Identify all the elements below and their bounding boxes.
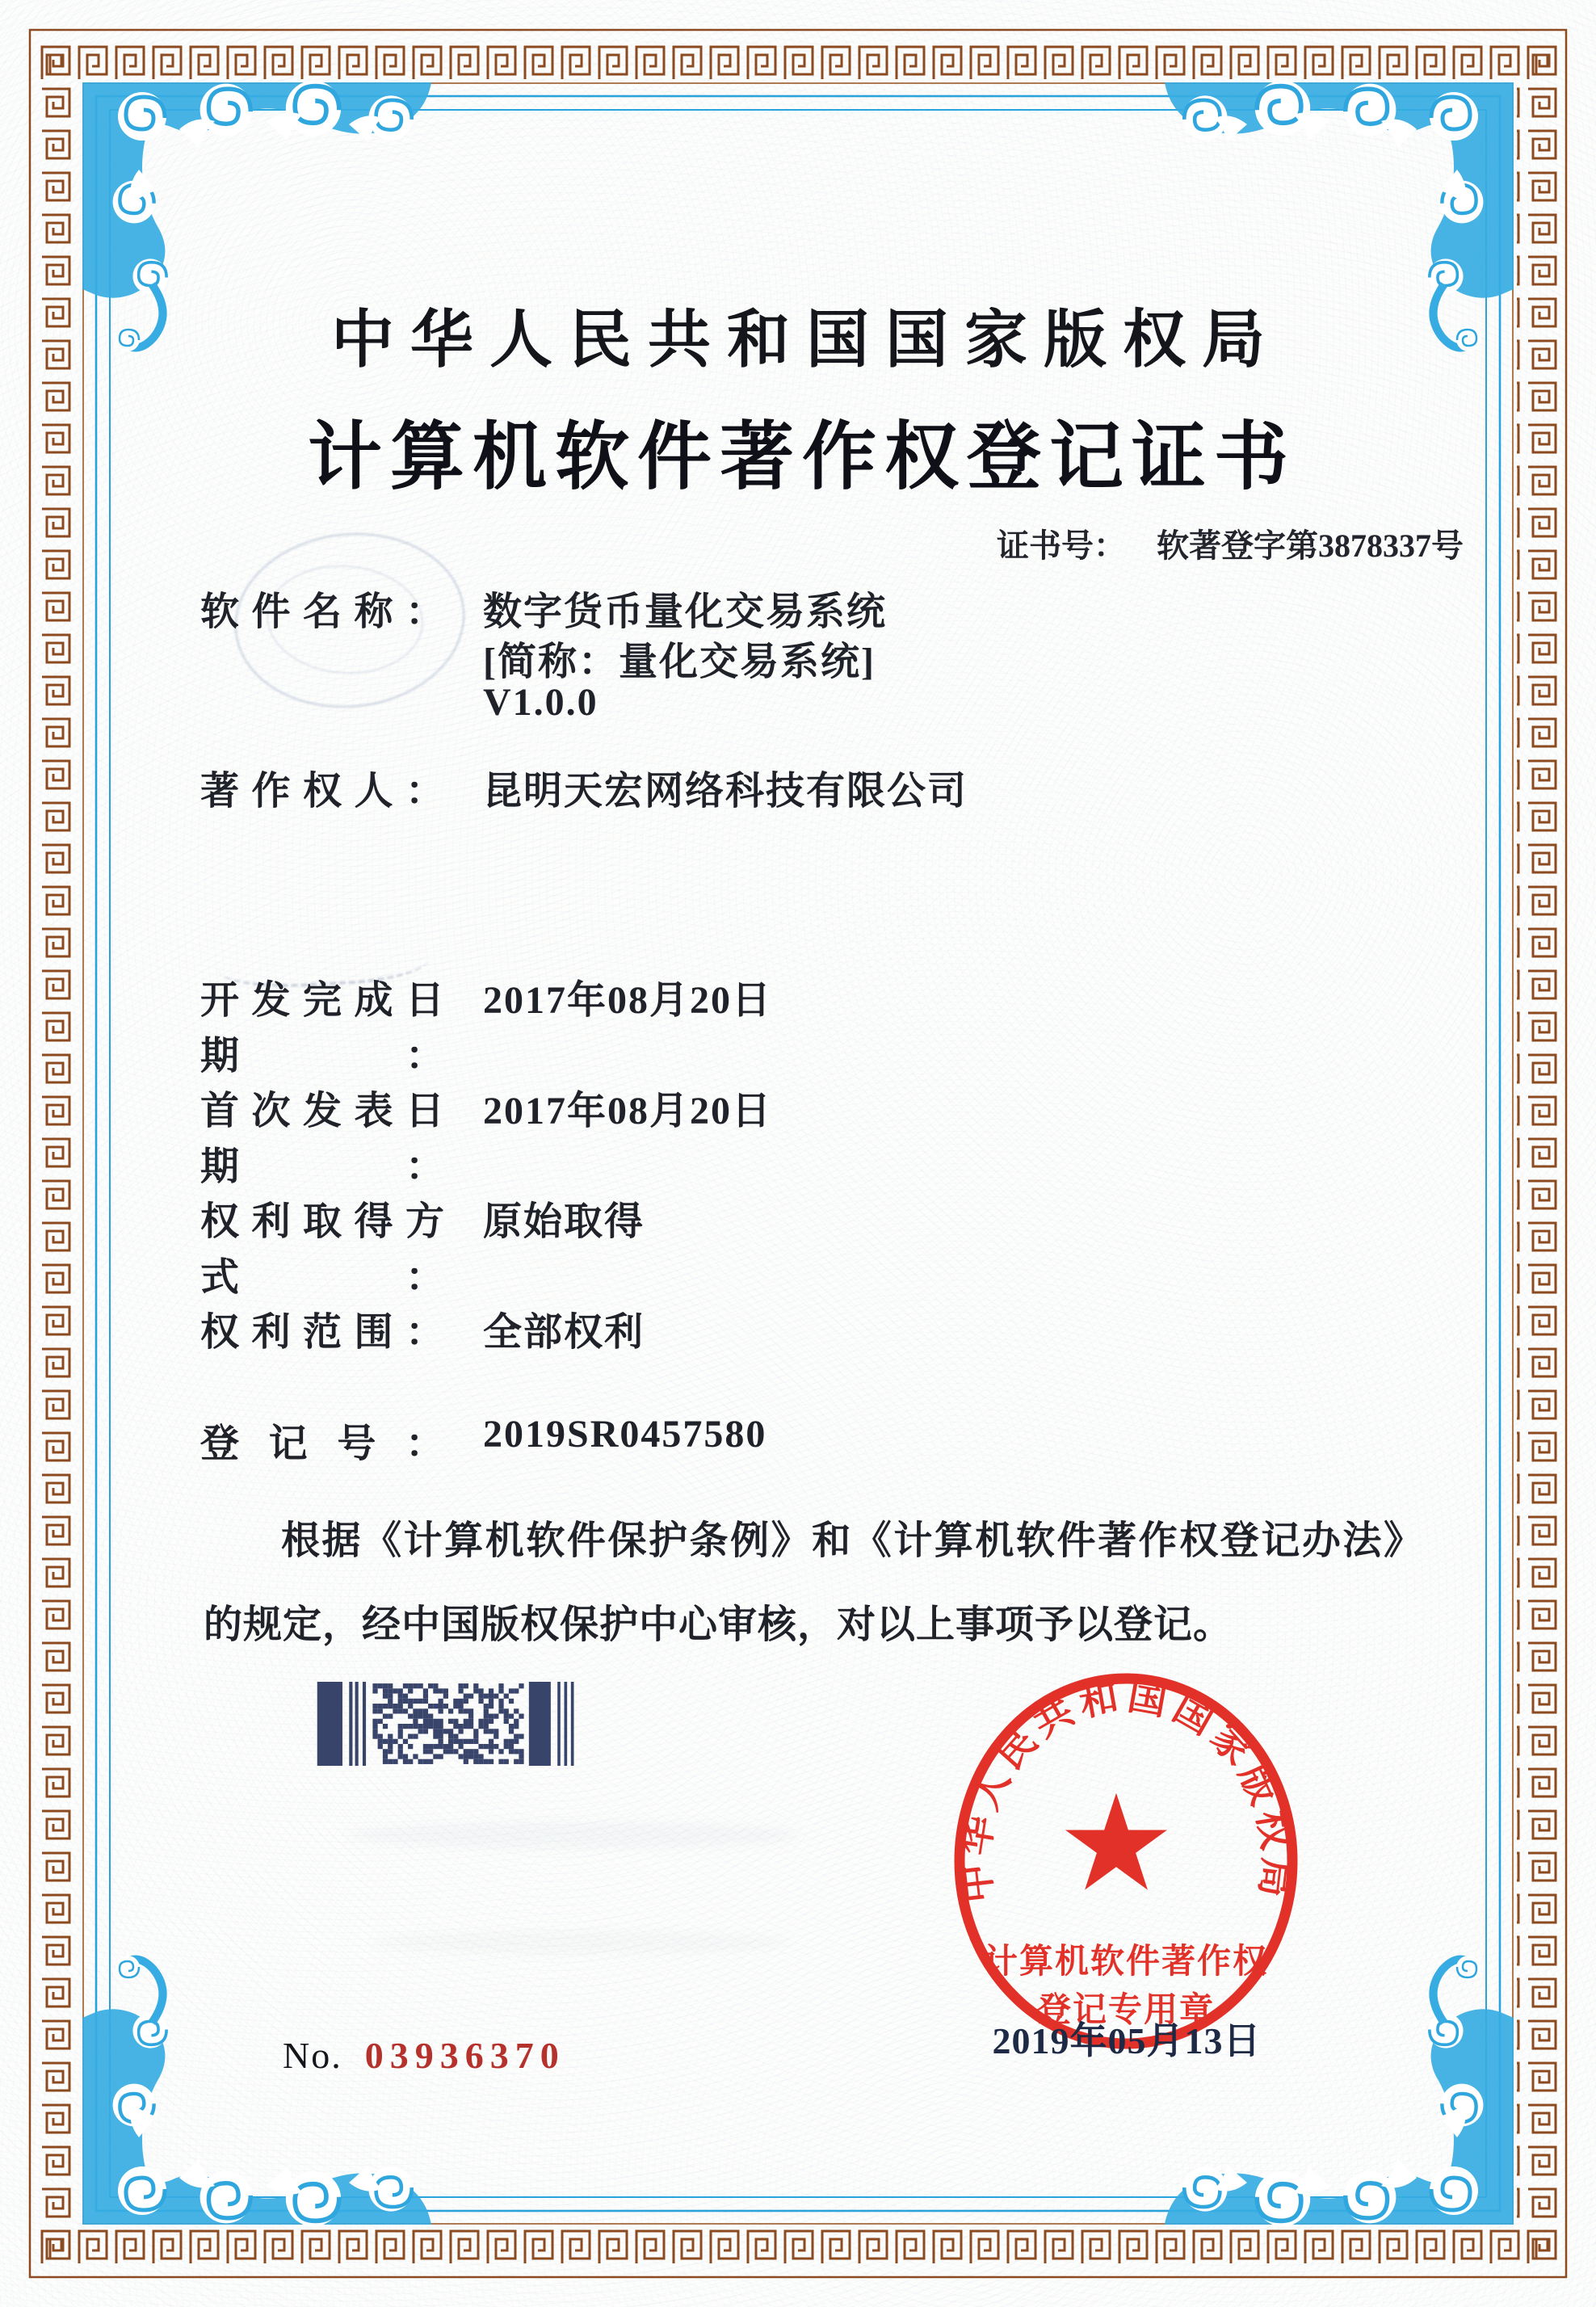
field-value: 数字货币量化交易系统 [483, 590, 888, 633]
field-label: 权利范围： [200, 1311, 444, 1354]
field-software-shortname: [简称：量化交易系统] [483, 641, 876, 683]
field-copyright-owner [0, 759, 1596, 813]
field-label: 首次发表日期： [200, 1090, 444, 1188]
registration-statement: 根据《计算机软件保护条例》和《计算机软件著作权登记办法》的规定，经中国版权保护中心审核，对以上事项予以登记。 [204, 1519, 1423, 1647]
serial-value: 03936370 [364, 2035, 565, 2076]
field-value: 昆明天宏网络科技有限公司 [483, 770, 968, 813]
field-rights-scope [0, 1301, 1596, 1354]
certificate-number-label: 证书号： [997, 527, 1126, 564]
field-label: 著作权人： [200, 770, 444, 813]
certificate-title: 计算机软件著作权登记证书 [307, 416, 1296, 498]
field-rights-acquisition [0, 1190, 1596, 1299]
seal-line1: 计算机软件著作权 [983, 1944, 1269, 1981]
field-value: 全部权利 [483, 1311, 645, 1354]
star-icon [1065, 1793, 1167, 1890]
seal-line2: 登记专用章 [1036, 1992, 1216, 2029]
certificate-number-value: 软著登字第3878337号 [1157, 527, 1464, 564]
field-label: 开发完成日期： [200, 979, 444, 1078]
serial-number-line [283, 2034, 565, 2077]
field-first-publish-date [0, 1079, 1596, 1188]
seal-ring-text: 中华人民共和国国家版权局 [953, 1675, 1299, 1906]
barcode-svg [315, 1682, 582, 1766]
field-label: 登记号： [200, 1422, 444, 1465]
authority-title: 中华人民共和国国家版权局 [330, 305, 1281, 375]
serial-label: No. [283, 2035, 342, 2076]
seal-date: 2019年05月13日 [992, 2020, 1262, 2061]
corner-ornament-bottom-left [82, 1956, 431, 2226]
field-software-name [0, 580, 1596, 633]
field-registration-number [0, 1412, 1596, 1465]
field-value: 2017年08月20日 [483, 979, 773, 1022]
field-value: 2017年08月20日 [483, 1090, 773, 1132]
field-dev-complete-date [0, 969, 1596, 1078]
field-label: 软件名称： [200, 590, 444, 633]
field-value: 原始取得 [483, 1200, 645, 1243]
certificate-number-line [997, 520, 1464, 566]
field-label: 权利取得方式： [200, 1200, 444, 1299]
field-value: 2019SR0457580 [483, 1413, 767, 1456]
field-software-version: V1.0.0 [483, 681, 598, 724]
